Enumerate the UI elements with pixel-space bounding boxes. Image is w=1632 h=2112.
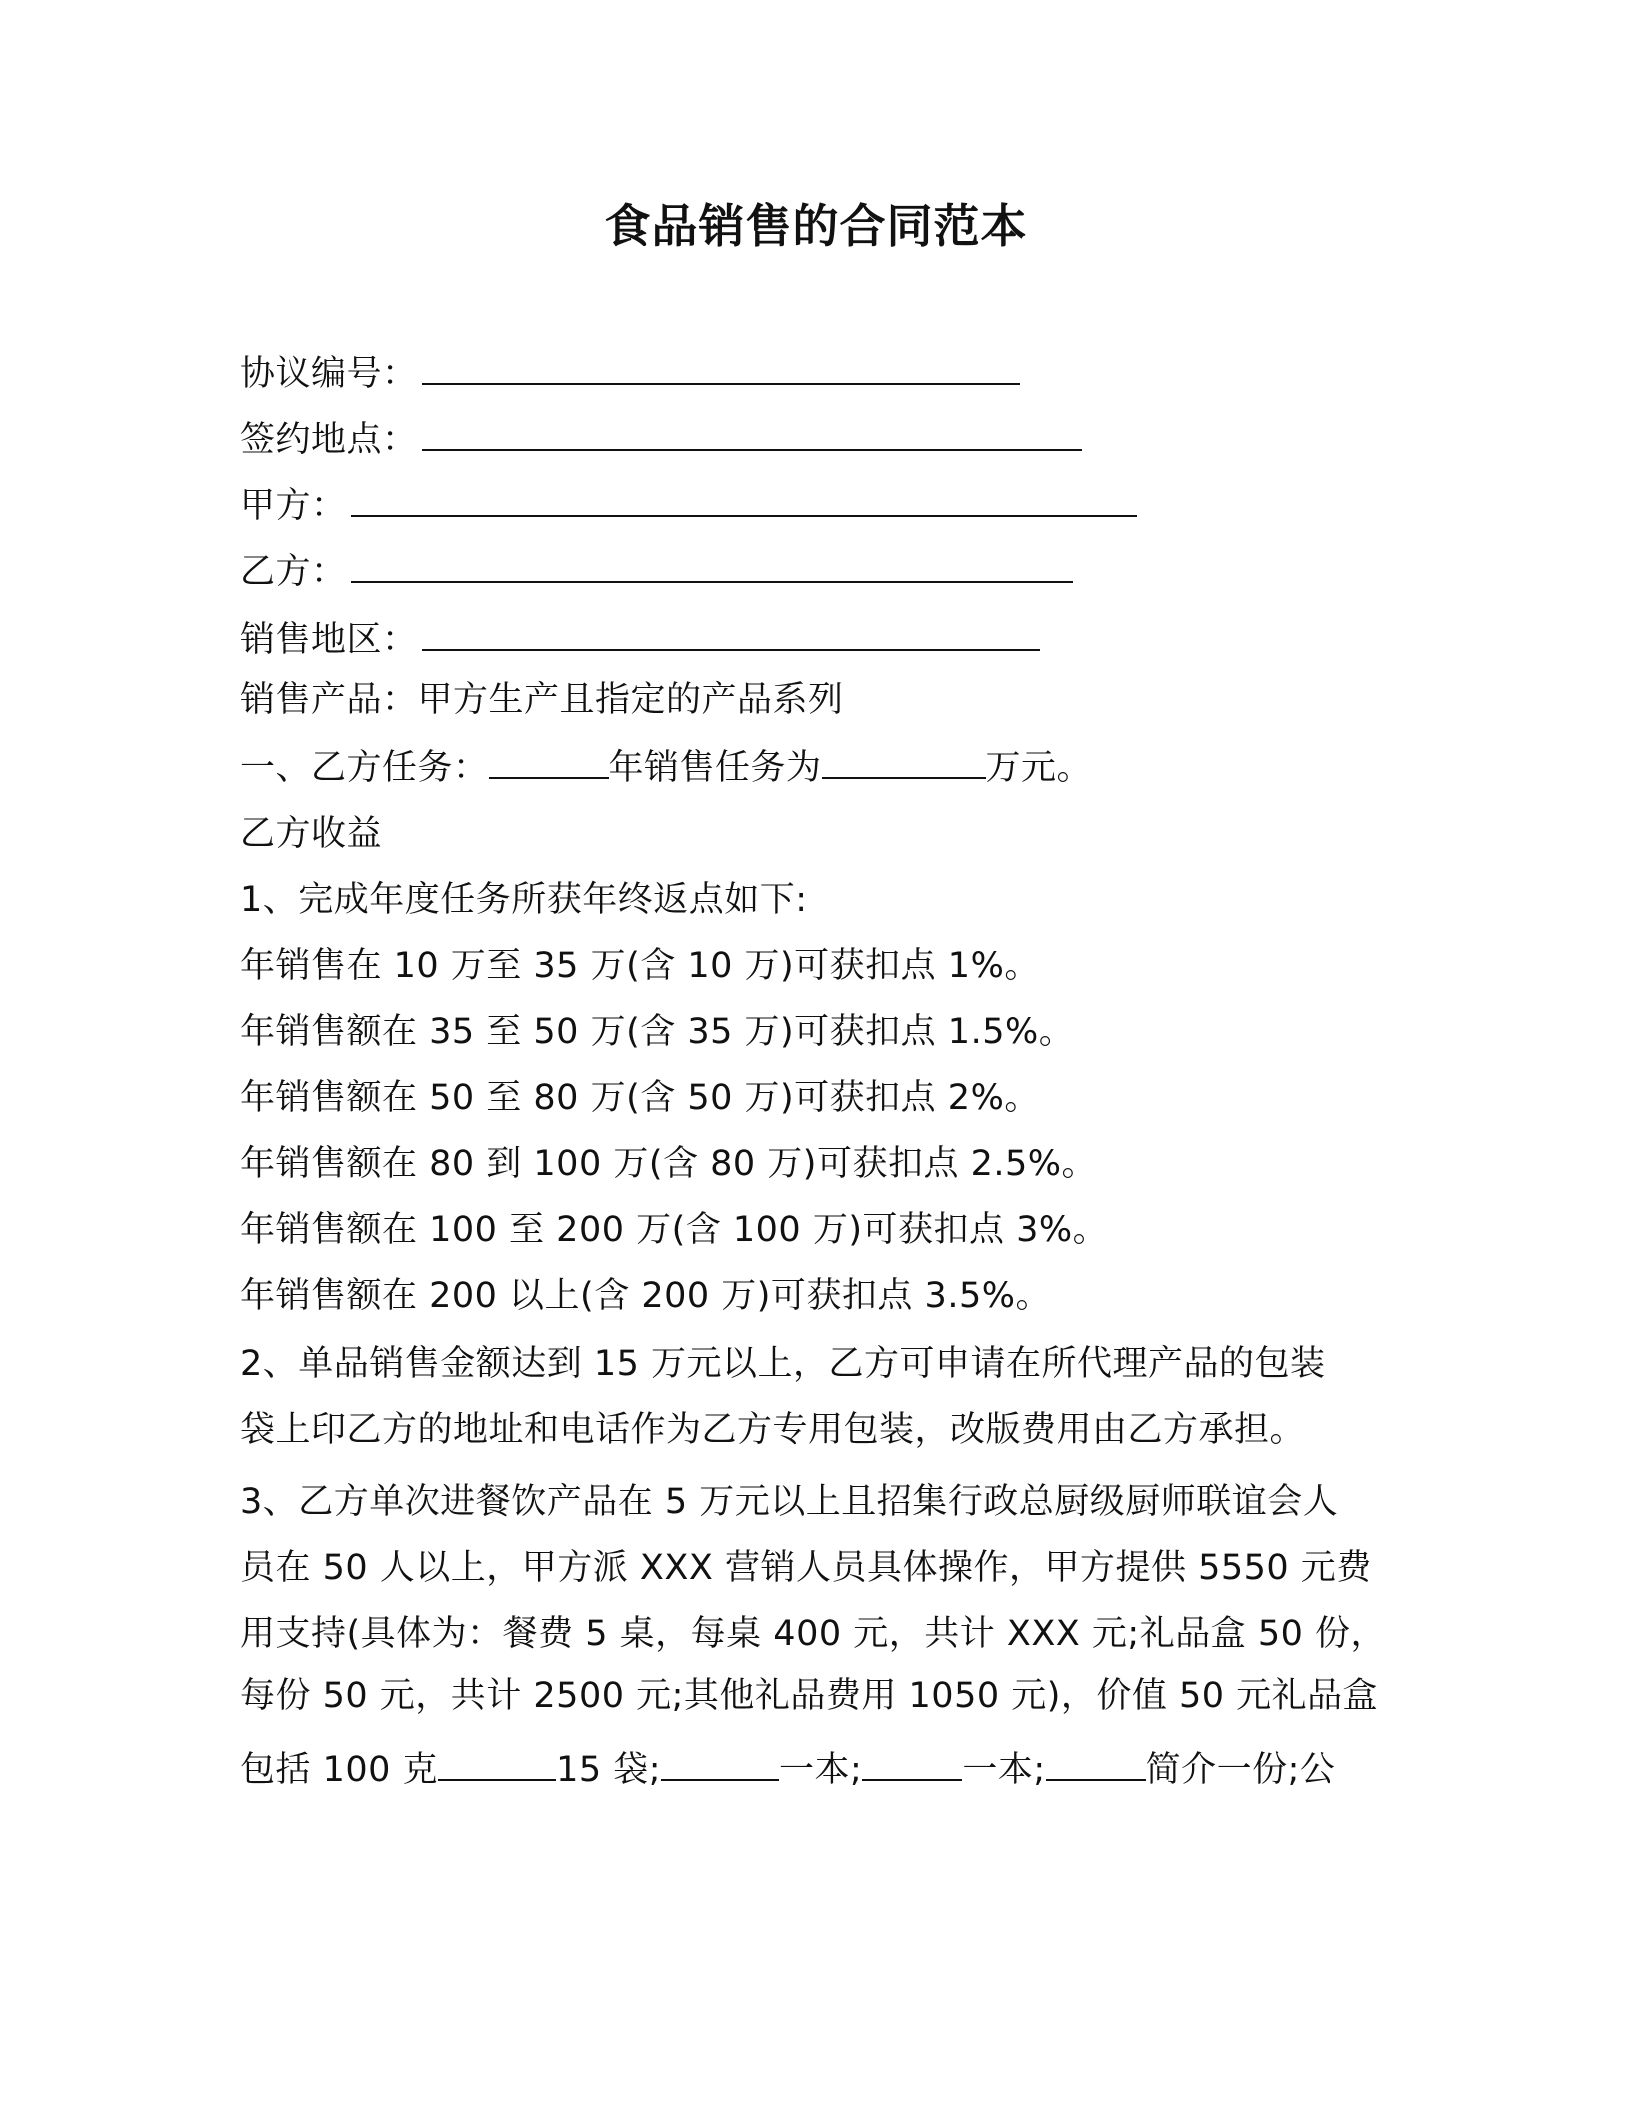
rebate-item: 年销售额在 200 以上(含 200 万)可获扣点 3.5%。 xyxy=(240,1276,1051,1316)
last-line-part: 简介一份;公 xyxy=(1145,1750,1336,1790)
fill-in-blank xyxy=(422,619,1040,651)
fill-in-blank xyxy=(862,1749,962,1781)
clause-2-line: 2、单品销售金额达到 15 万元以上，乙方可申请在所代理产品的包装 xyxy=(240,1344,1326,1384)
task-line xyxy=(240,744,1092,792)
task-suffix: 万元。 xyxy=(985,748,1093,788)
last-line-part: 15 袋; xyxy=(556,1750,662,1790)
field-label: 甲方： xyxy=(240,486,347,526)
fill-in-blank xyxy=(1046,1749,1146,1781)
rebate-item: 年销售额在 100 至 200 万(含 100 万)可获扣点 3%。 xyxy=(240,1210,1109,1250)
last-line-part: 一本; xyxy=(779,1750,863,1790)
benefits-heading: 乙方收益 xyxy=(240,814,383,854)
field-label: 签约地点： xyxy=(240,420,418,460)
field-party-a xyxy=(240,482,1137,530)
field-label: 乙方： xyxy=(240,552,347,592)
rebate-item: 年销售额在 35 至 50 万(含 35 万)可获扣点 1.5%。 xyxy=(240,1012,1075,1052)
task-middle: 年销售任务为 xyxy=(608,748,822,788)
clause-3-line: 用支持(具体为：餐费 5 桌，每桌 400 元，共计 XXX 元;礼品盒 50 份， xyxy=(240,1614,1386,1654)
field-label: 协议编号： xyxy=(240,354,418,394)
last-line-part: 一本; xyxy=(962,1750,1046,1790)
rebate-item: 年销售额在 80 到 100 万(含 80 万)可获扣点 2.5%。 xyxy=(240,1144,1097,1184)
task-prefix: 一、乙方任务： xyxy=(240,748,489,788)
field-agreement-number xyxy=(240,350,1020,398)
rebate-intro: 1、完成年度任务所获年终返点如下: xyxy=(240,880,808,920)
fill-in-blank xyxy=(351,485,1137,517)
document-title: 食品销售的合同范本 xyxy=(604,199,1028,253)
clause-2-line: 袋上印乙方的地址和电话作为乙方专用包装，改版费用由乙方承担。 xyxy=(240,1410,1306,1450)
clause-3-line: 员在 50 人以上，甲方派 XXX 营销人员具体操作，甲方提供 5550 元费 xyxy=(240,1548,1372,1588)
fill-in-blank xyxy=(661,1749,779,1781)
fill-in-blank xyxy=(351,551,1073,583)
field-party-b xyxy=(240,548,1073,596)
rebate-item: 年销售额在 50 至 80 万(含 50 万)可获扣点 2%。 xyxy=(240,1078,1040,1118)
fill-in-blank xyxy=(822,747,986,779)
field-signing-place xyxy=(240,416,1082,464)
sales-product-line: 销售产品：甲方生产且指定的产品系列 xyxy=(240,680,844,720)
rebate-item: 年销售在 10 万至 35 万(含 10 万)可获扣点 1%。 xyxy=(240,946,1040,986)
field-label: 销售地区： xyxy=(240,620,418,660)
fill-in-blank xyxy=(422,419,1082,451)
fill-in-blank xyxy=(438,1749,556,1781)
fill-in-blank xyxy=(422,353,1020,385)
clause-3-last-line xyxy=(240,1746,1335,1794)
clause-3-line: 3、乙方单次进餐饮产品在 5 万元以上且招集行政总厨级厨师联谊会人 xyxy=(240,1482,1339,1522)
clause-3-line: 每份 50 元，共计 2500 元;其他礼品费用 1050 元)，价值 50 元礼品盒 xyxy=(240,1676,1379,1716)
field-sales-region xyxy=(240,616,1040,664)
last-line-part: 包括 100 克 xyxy=(240,1750,439,1790)
fill-in-blank xyxy=(489,747,609,779)
